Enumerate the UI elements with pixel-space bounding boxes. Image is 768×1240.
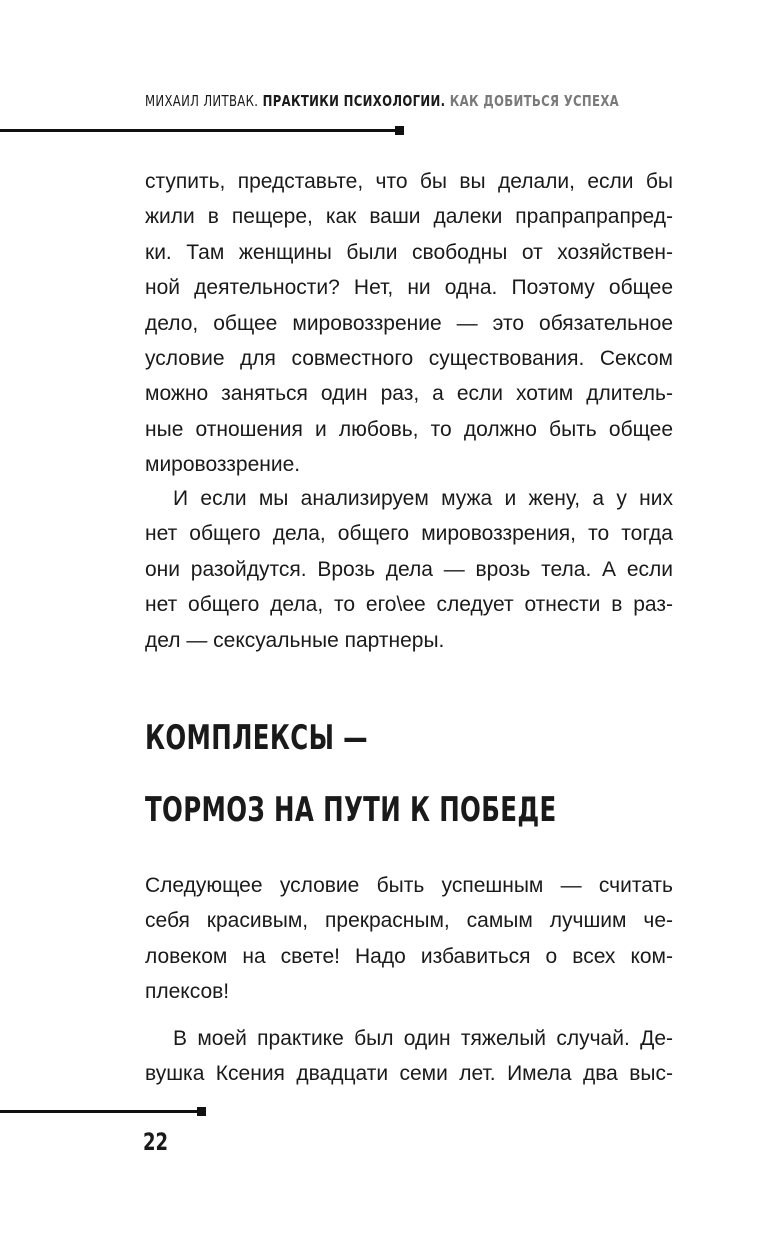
text-line: можно заняться один раз, а если хотим длитель- xyxy=(145,382,673,406)
text-line: условие для совместного существования. Сексом xyxy=(145,346,673,370)
section-heading-line-1: КОМПЛЕКСЫ — xyxy=(145,718,369,758)
text-line: плексов! xyxy=(145,980,230,1004)
text-line: нет общего дела, общего мировоззрения, то тогда xyxy=(145,522,673,546)
text-line: ловеком на свете! Надо избавиться о всех ком- xyxy=(145,944,673,968)
page-number: 22 xyxy=(143,1128,169,1156)
text-line: И если мы анализируем мужа и жену, а у них xyxy=(173,487,673,510)
text-line: нет общего дела, то его\ее следует отнести в раз- xyxy=(145,593,673,617)
text-line: они разойдутся. Врозь дела — врозь тела. А если xyxy=(145,557,673,581)
text-line: дел — сексуальные партнеры. xyxy=(145,628,445,652)
text-line: дело, общее мировоззрение — это обязательное xyxy=(145,311,673,335)
text-line: ные отношения и любовь, то должно быть общее xyxy=(145,417,673,441)
running-head-author: МИХАИЛ ЛИТВАК. xyxy=(145,92,259,110)
header-rule xyxy=(0,129,400,132)
footer-rule xyxy=(0,1110,202,1113)
paragraph xyxy=(145,164,673,483)
text-line: В моей практике был один тяжелый случай. Де- xyxy=(173,1027,673,1050)
text-line: себя красивым, прекрасным, самым лучшим че- xyxy=(145,909,673,933)
text-line: ки. Там женщины были свободны от хозяйствен- xyxy=(145,240,673,264)
paragraph xyxy=(145,481,673,658)
running-head xyxy=(145,92,619,110)
running-head-subtitle: КАК ДОБИТЬСЯ УСПЕХА xyxy=(449,92,620,110)
running-head-title: ПРАКТИКИ ПСИХОЛОГИИ. xyxy=(262,92,446,110)
section-heading-line-2: ТОРМОЗ НА ПУТИ К ПОБЕДЕ xyxy=(145,790,557,830)
text-line: вушка Ксения двадцати семи лет. Имела два выс- xyxy=(145,1062,673,1086)
text-line: Следующее условие быть успешным — считать xyxy=(145,874,673,897)
text-line: мировоззрение. xyxy=(145,453,301,477)
paragraph xyxy=(145,868,673,1010)
paragraph xyxy=(145,1021,673,1092)
text-line: ной деятельности? Нет, ни одна. Поэтому общее xyxy=(145,276,673,300)
text-line: ступить, представьте, что бы вы делали, если бы xyxy=(145,170,673,193)
text-line: жили в пещере, как ваши далеки прапрапрапред- xyxy=(145,205,673,229)
